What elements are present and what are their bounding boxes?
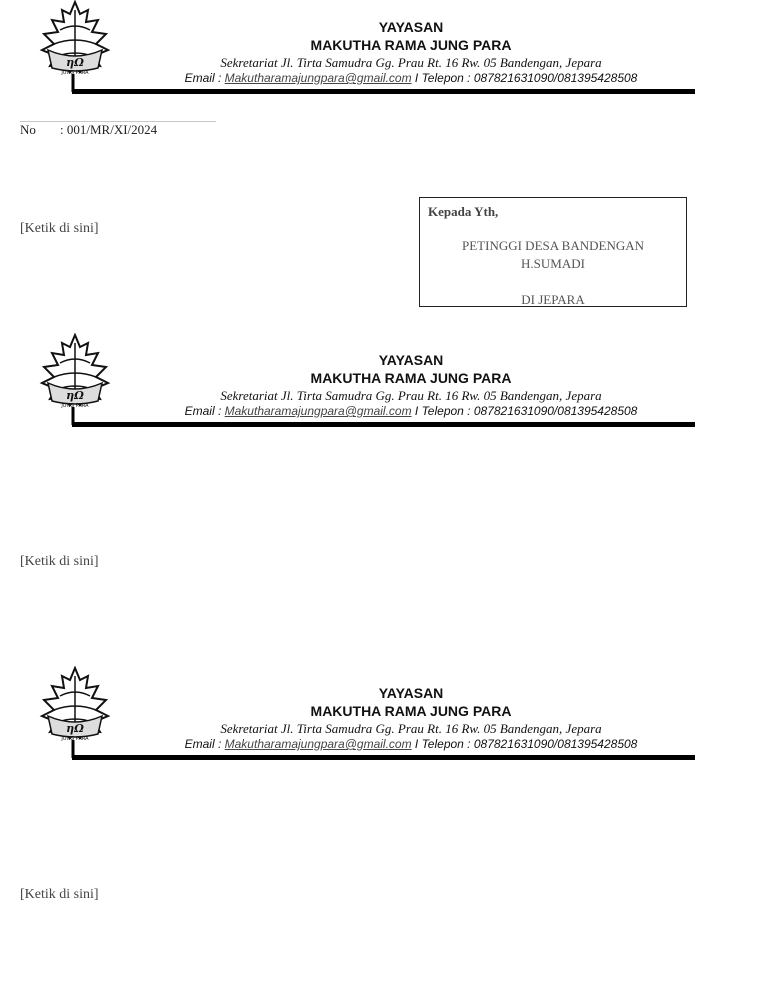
phone-text: I Telepon : 087821631090/081395428508 [411, 71, 638, 85]
recipient-box [419, 197, 687, 307]
reference-number [20, 121, 216, 138]
letterhead-rule [72, 755, 695, 760]
email-link[interactable]: Makutharamajungpara@gmail.com [224, 404, 412, 418]
text-placeholder[interactable]: [Ketik di sini] [20, 887, 99, 902]
recipient-greeting: Kepada Yth, [428, 204, 499, 219]
recipient-line-3: DI JEPARA [521, 292, 585, 307]
foundation-address: Sekretariat Jl. Tirta Samudra Gg. Prau Rt. 16 Rw. 05 Bandengan, Jepara [220, 388, 602, 403]
foundation-name: MAKUTHA RAMA JUNG PARA [310, 370, 512, 386]
phone-text: I Telepon : 087821631090/081395428508 [411, 404, 638, 418]
svg-text:JUNG PARA: JUNG PARA [61, 736, 89, 742]
letterhead-text [150, 684, 672, 752]
foundation-type: YAYASAN [378, 19, 444, 35]
svg-text:JUNG PARA: JUNG PARA [61, 403, 89, 409]
foundation-name: MAKUTHA RAMA JUNG PARA [310, 703, 512, 719]
foundation-address: Sekretariat Jl. Tirta Samudra Gg. Prau Rt. 16 Rw. 05 Bandengan, Jepara [220, 55, 602, 70]
email-label: Email : [184, 71, 225, 85]
reference-number-label: No [20, 122, 36, 137]
svg-text:ηΩ: ηΩ [66, 389, 84, 402]
letterhead-text [150, 351, 672, 419]
svg-text:ηΩ: ηΩ [66, 56, 84, 69]
foundation-contact [150, 404, 672, 419]
email-label: Email : [184, 404, 225, 418]
foundation-name: MAKUTHA RAMA JUNG PARA [310, 37, 512, 53]
letterhead-rule [72, 422, 695, 427]
email-link[interactable]: Makutharamajungpara@gmail.com [224, 71, 412, 85]
foundation-address: Sekretariat Jl. Tirta Samudra Gg. Prau Rt. 16 Rw. 05 Bandengan, Jepara [220, 721, 602, 736]
text-placeholder[interactable]: [Ketik di sini] [20, 221, 99, 236]
letterhead [0, 333, 768, 448]
recipient-line-2: H.SUMADI [521, 256, 585, 271]
foundation-type: YAYASAN [378, 352, 444, 368]
email-link[interactable]: Makutharamajungpara@gmail.com [224, 737, 412, 751]
letterhead [0, 666, 768, 781]
email-label: Email : [184, 737, 225, 751]
letterhead-text [150, 18, 672, 86]
foundation-contact [150, 71, 672, 86]
letterhead-rule [72, 89, 695, 94]
text-placeholder[interactable]: [Ketik di sini] [20, 554, 99, 569]
phone-text: I Telepon : 087821631090/081395428508 [411, 737, 638, 751]
foundation-logo-icon [36, 666, 114, 778]
foundation-contact [150, 737, 672, 752]
svg-text:ηΩ: ηΩ [66, 722, 84, 735]
recipient-line-1: PETINGGI DESA BANDENGAN [462, 238, 644, 253]
letterhead [0, 0, 768, 115]
svg-text:JUNG PARA: JUNG PARA [61, 70, 89, 76]
reference-number-value: : 001/MR/XI/2024 [60, 122, 158, 137]
foundation-type: YAYASAN [378, 685, 444, 701]
foundation-logo-icon [36, 0, 114, 112]
foundation-logo-icon [36, 333, 114, 445]
